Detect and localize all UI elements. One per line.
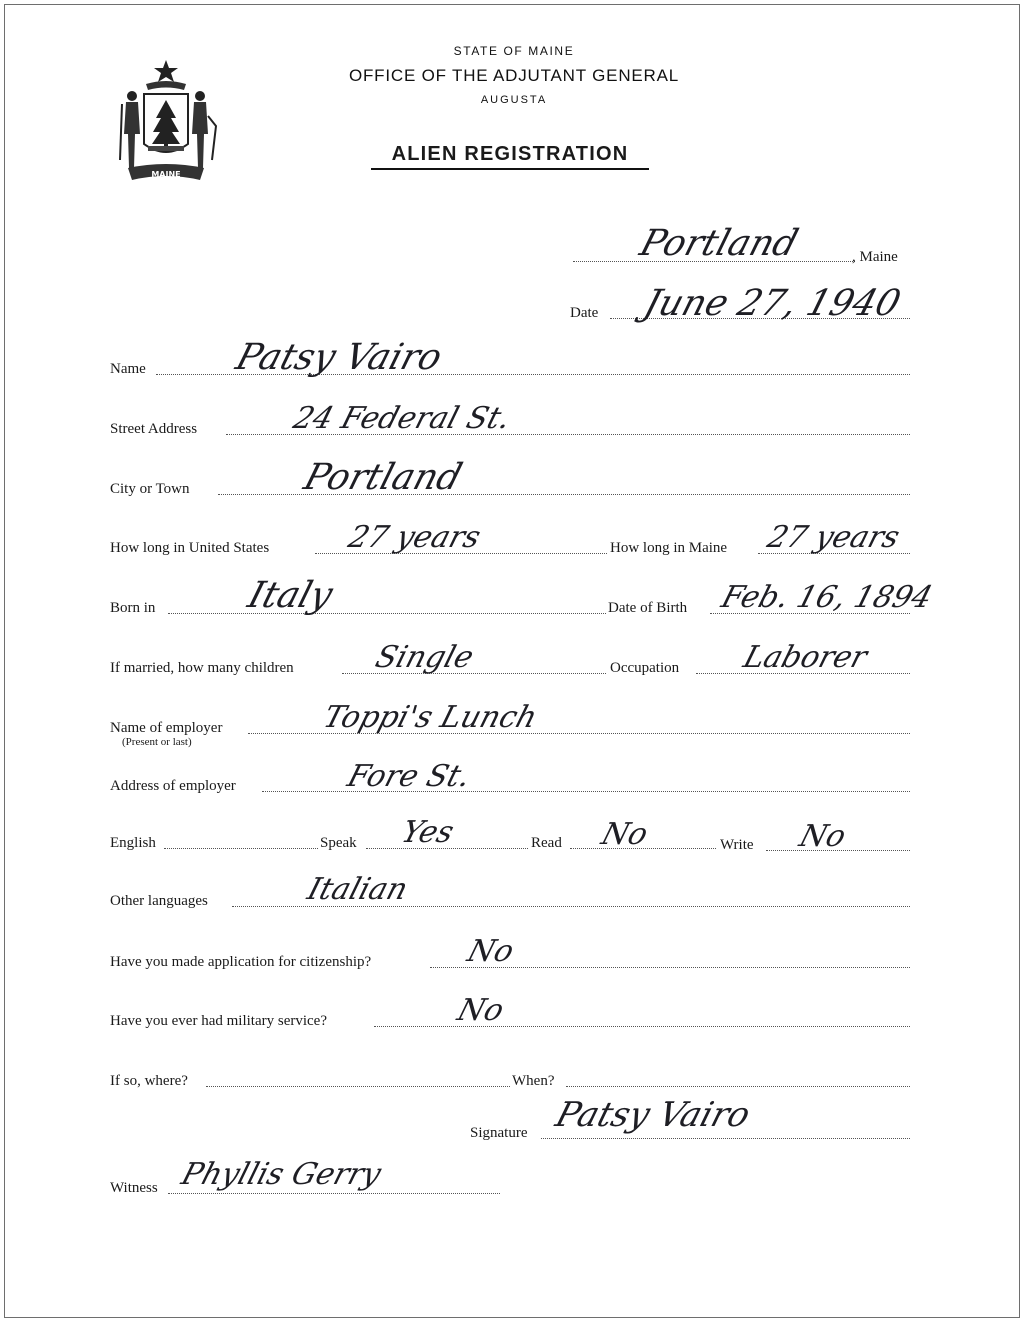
- city-label: City or Town: [110, 481, 190, 497]
- birth-date-value: Feb. 16, 1894: [717, 580, 937, 615]
- street-value: 24 Federal St.: [289, 401, 515, 436]
- citizenship-value: No: [463, 934, 518, 969]
- date-label: Date: [570, 305, 599, 321]
- header-office: OFFICE OF THE ADJUTANT GENERAL: [348, 66, 680, 85]
- employer-address-value: Fore St.: [343, 759, 475, 794]
- maine-duration-value: 27 years: [763, 520, 904, 555]
- name-value: Patsy Vairo: [231, 337, 447, 378]
- when-label: When?: [512, 1073, 555, 1089]
- when-line: [566, 1086, 910, 1087]
- name-label: Name: [110, 361, 146, 377]
- other-languages-value: Italian: [303, 872, 412, 907]
- employer-address-label: Address of employer: [110, 778, 236, 794]
- citizenship-label: Have you made application for citizenship?: [110, 954, 372, 970]
- military-label: Have you ever had military service?: [110, 1013, 327, 1029]
- speak-value: Yes: [397, 815, 458, 850]
- maine-duration-label: How long in Maine: [610, 540, 728, 556]
- us-duration-label: How long in United States: [110, 540, 270, 556]
- speak-label: Speak: [320, 835, 357, 851]
- read-label: Read: [531, 835, 562, 851]
- military-value: No: [453, 993, 508, 1028]
- city-value: Portland: [299, 457, 467, 498]
- place-suffix: , Maine: [852, 249, 898, 265]
- write-value: No: [795, 819, 850, 854]
- occupation-label: Occupation: [610, 660, 680, 676]
- employer-value: Toppi's Lunch: [319, 700, 542, 735]
- witness-value: Phyllis Gerry: [177, 1157, 385, 1192]
- english-line: [164, 848, 318, 849]
- write-label: Write: [720, 837, 754, 853]
- where-line: [206, 1086, 510, 1087]
- read-value: No: [597, 817, 652, 852]
- children-value: Single: [371, 640, 478, 675]
- header-state: STATE OF MAINE: [453, 44, 575, 58]
- born-in-label: Born in: [110, 600, 156, 616]
- where-label: If so, where?: [110, 1073, 188, 1089]
- place-value: Portland: [635, 223, 803, 264]
- english-label: English: [110, 835, 156, 851]
- witness-label: Witness: [110, 1180, 158, 1196]
- birth-date-label: Date of Birth: [608, 600, 688, 616]
- born-in-line: [168, 613, 606, 614]
- read-line: [570, 848, 716, 849]
- children-label: If married, how many children: [110, 660, 294, 676]
- witness-line: [168, 1193, 500, 1194]
- employer-sublabel: (Present or last): [122, 736, 192, 748]
- employer-label: Name of employer: [110, 720, 223, 736]
- us-duration-value: 27 years: [344, 520, 485, 555]
- other-languages-label: Other languages: [110, 893, 208, 909]
- signature-value: Patsy Vairo: [551, 1095, 755, 1135]
- street-label: Street Address: [110, 421, 198, 437]
- svg-text:MAINE: MAINE: [151, 170, 181, 179]
- born-in-value: Italy: [243, 575, 338, 616]
- header-city: AUGUSTA: [480, 94, 548, 106]
- signature-label: Signature: [470, 1125, 528, 1141]
- occupation-value: Laborer: [739, 640, 871, 675]
- signature-line: [541, 1138, 910, 1139]
- form-title: ALIEN REGISTRATION: [371, 143, 649, 170]
- date-value: June 27, 1940: [639, 283, 906, 324]
